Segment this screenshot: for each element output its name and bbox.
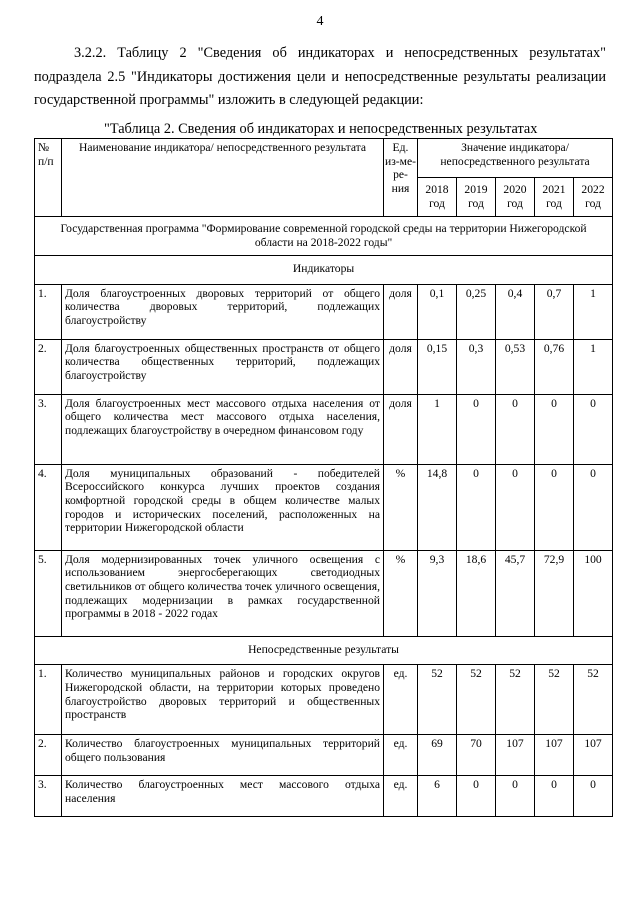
indicators-section-row xyxy=(35,256,613,285)
row-value: 0,3 xyxy=(457,339,496,394)
row-num: 2. xyxy=(35,735,62,776)
indicators-table xyxy=(34,138,613,817)
row-value: 52 xyxy=(496,665,535,735)
header-num: № п/п xyxy=(35,139,62,217)
row-value: 14,8 xyxy=(418,464,457,550)
row-num: 3. xyxy=(35,776,62,817)
header-year: 2020 год xyxy=(496,178,535,217)
row-value: 0 xyxy=(457,394,496,464)
row-value: 9,3 xyxy=(418,550,457,636)
row-unit: ед. xyxy=(384,665,418,735)
row-value: 52 xyxy=(574,665,613,735)
row-value: 0,1 xyxy=(418,284,457,339)
page-number: 4 xyxy=(316,14,324,29)
row-name: Доля благоустроенных мест массового отдыха населения от общего количества мест массового отдыха населения, подлежащих благоустройству в очередном финансовом году xyxy=(62,394,384,464)
row-num: 1. xyxy=(35,665,62,735)
results-section-title: Непосредственные результаты xyxy=(35,636,613,665)
indicators-section-title: Индикаторы xyxy=(35,256,613,285)
row-value: 52 xyxy=(418,665,457,735)
row-value: 18,6 xyxy=(457,550,496,636)
row-value: 100 xyxy=(574,550,613,636)
row-value: 0,53 xyxy=(496,339,535,394)
row-value: 0 xyxy=(574,394,613,464)
row-name: Доля модернизированных точек уличного освещения с использованием энергосберегающих светодиодных светильников от общего количества точек уличного освещения, подлежащих модернизации в рамках государственной программы в 2018 - 2022 годах xyxy=(62,550,384,636)
row-value: 0,7 xyxy=(535,284,574,339)
row-name: Количество благоустроенных муниципальных территорий общего пользования xyxy=(62,735,384,776)
row-value: 0,4 xyxy=(496,284,535,339)
row-value: 52 xyxy=(535,665,574,735)
header-value-group: Значение индикатора/ непосредственного результата xyxy=(418,139,613,178)
program-title-row xyxy=(35,217,613,256)
row-value: 70 xyxy=(457,735,496,776)
row-value: 0,25 xyxy=(457,284,496,339)
program-title: Государственная программа "Формирование современной городской среды на территории Нижегородской области на 2018-2022 годы" xyxy=(35,217,613,256)
table-row xyxy=(35,464,613,550)
row-value: 107 xyxy=(574,735,613,776)
header-year: 2019 год xyxy=(457,178,496,217)
table-caption: "Таблица 2. Сведения об индикаторах и непосредственных результатах xyxy=(104,121,538,137)
row-name: Доля благоустроенных общественных пространств от общего количества общественных территорий, подлежащих благоустройству xyxy=(62,339,384,394)
row-value: 0 xyxy=(535,776,574,817)
row-value: 6 xyxy=(418,776,457,817)
row-value: 0 xyxy=(496,776,535,817)
row-name: Количество благоустроенных мест массового отдыха населения xyxy=(62,776,384,817)
row-unit: доля xyxy=(384,339,418,394)
row-value: 107 xyxy=(496,735,535,776)
row-value: 0 xyxy=(496,464,535,550)
row-value: 45,7 xyxy=(496,550,535,636)
row-name: Доля муниципальных образований - победителей Всероссийского конкурса лучших проектов создания комфортной городской среды в общем количестве малых городов и исторических поселений, расположенных на территории Нижегородской области xyxy=(62,464,384,550)
table-row xyxy=(35,550,613,636)
row-unit: доля xyxy=(384,394,418,464)
row-value: 0 xyxy=(496,394,535,464)
row-name: Доля благоустроенных дворовых территорий от общего количества дворовых территорий, подлежащих благоустройству xyxy=(62,284,384,339)
header-name: Наименование индикатора/ непосредственного результата xyxy=(62,139,384,217)
row-value: 0 xyxy=(457,776,496,817)
table-row xyxy=(35,394,613,464)
row-name: Количество муниципальных районов и городских округов Нижегородской области, на территории которых проведено благоустройство дворовых территорий и общественных пространств xyxy=(62,665,384,735)
row-value: 69 xyxy=(418,735,457,776)
row-num: 5. xyxy=(35,550,62,636)
row-value: 0,76 xyxy=(535,339,574,394)
table-row xyxy=(35,735,613,776)
row-value: 1 xyxy=(574,284,613,339)
row-value: 0,15 xyxy=(418,339,457,394)
table-row xyxy=(35,665,613,735)
row-value: 72,9 xyxy=(535,550,574,636)
results-section-row xyxy=(35,636,613,665)
row-value: 52 xyxy=(457,665,496,735)
header-unit: Ед. из-ме-ре-ния xyxy=(384,139,418,217)
header-row xyxy=(35,139,613,178)
row-num: 3. xyxy=(35,394,62,464)
table-row xyxy=(35,776,613,817)
row-value: 0 xyxy=(574,464,613,550)
row-unit: % xyxy=(384,550,418,636)
row-value: 107 xyxy=(535,735,574,776)
row-unit: ед. xyxy=(384,735,418,776)
header-year: 2018 год xyxy=(418,178,457,217)
row-value: 1 xyxy=(418,394,457,464)
table-row xyxy=(35,284,613,339)
row-unit: ед. xyxy=(384,776,418,817)
intro-paragraph: 3.2.2. Таблицу 2 "Сведения об индикаторах и непосредственных результатах" подраздела 2.5 "Индикаторы достижения цели и непосредственные результаты реализации государственной программы" изложить в следующей редакции: xyxy=(34,45,606,108)
row-unit: доля xyxy=(384,284,418,339)
row-num: 1. xyxy=(35,284,62,339)
row-num: 4. xyxy=(35,464,62,550)
row-value: 1 xyxy=(574,339,613,394)
row-value: 0 xyxy=(574,776,613,817)
row-value: 0 xyxy=(457,464,496,550)
row-unit: % xyxy=(384,464,418,550)
row-value: 0 xyxy=(535,464,574,550)
row-value: 0 xyxy=(535,394,574,464)
header-year: 2022 год xyxy=(574,178,613,217)
header-year: 2021 год xyxy=(535,178,574,217)
table-row xyxy=(35,339,613,394)
row-num: 2. xyxy=(35,339,62,394)
